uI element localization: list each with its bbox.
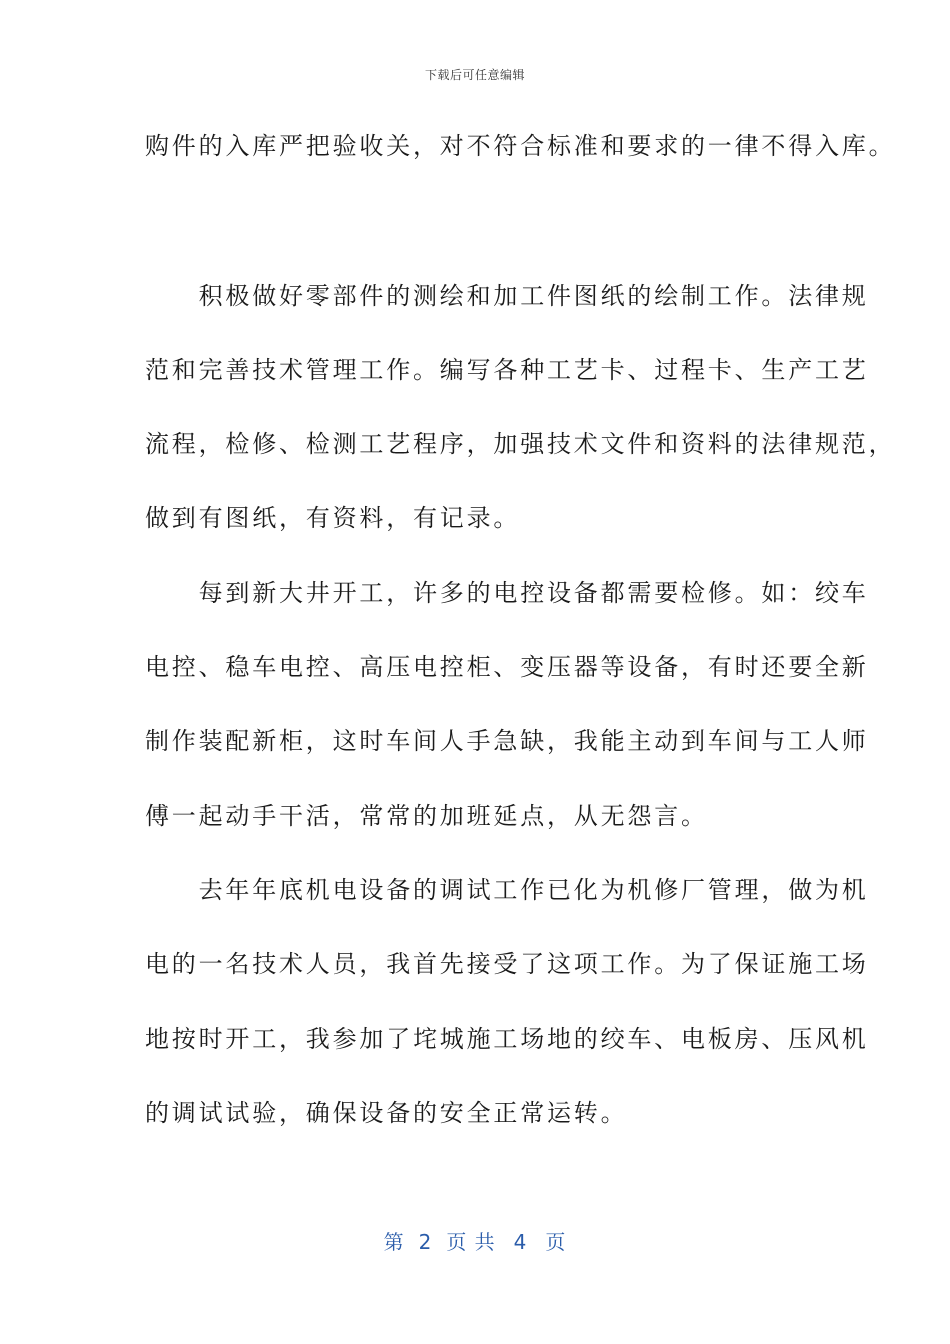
body-line-12: 地按时开工，我参加了垞城施工场地的绞车、电板房、压风机: [145, 1025, 869, 1053]
footer-total-pages: 4: [513, 1230, 528, 1254]
footer-suffix: 页: [545, 1230, 567, 1254]
body-line-10: 去年年底机电设备的调试工作已化为机修厂管理，做为机: [145, 876, 869, 904]
body-line-5: 做到有图纸，有资料，有记录。: [145, 504, 521, 532]
body-line-4: 流程，检修、检测工艺程序，加强技术文件和资料的法律规范，: [145, 430, 896, 458]
body-line-11: 电的一名技术人员，我首先接受了这项工作。为了保证施工场: [145, 950, 869, 978]
body-line-2: 积极做好零部件的测绘和加工件图纸的绘制工作。法律规: [145, 282, 869, 310]
body-line-3: 范和完善技术管理工作。编写各种工艺卡、过程卡、生产工艺: [145, 356, 869, 384]
footer-prefix: 第: [383, 1230, 405, 1254]
body-line-7: 电控、稳车电控、高压电控柜、变压器等设备，有时还要全新: [145, 653, 869, 681]
body-line-6: 每到新大井开工，许多的电控设备都需要检修。如：绞车: [145, 579, 869, 607]
page-footer: [0, 1226, 950, 1255]
body-line-9: 傅一起动手干活，常常的加班延点，从无怨言。: [145, 802, 708, 830]
page-header: 下载后可任意编辑: [424, 68, 525, 82]
footer-current-page: 2: [418, 1230, 433, 1254]
body-line-13: 的调试试验，确保设备的安全正常运转。: [145, 1099, 628, 1127]
body-line-8: 制作装配新柜，这时车间人手急缺，我能主动到车间与工人师: [145, 727, 869, 755]
body-line-1: 购件的入库严把验收关，对不符合标准和要求的一律不得入库。: [145, 132, 896, 160]
footer-middle: 页 共: [446, 1230, 496, 1254]
